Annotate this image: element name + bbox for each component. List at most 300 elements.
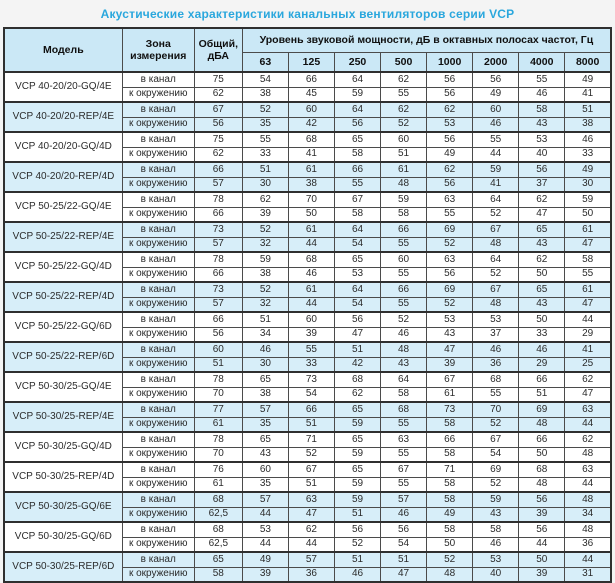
band-value-cell: 55 <box>288 342 334 357</box>
band-value-cell: 50 <box>427 537 473 552</box>
band-value-cell: 59 <box>334 447 380 462</box>
band-value-cell: 59 <box>242 252 288 267</box>
band-value-cell: 48 <box>519 477 565 492</box>
band-value-cell: 41 <box>565 87 611 102</box>
band-value-cell: 55 <box>565 267 611 282</box>
zone-cell: к окружению <box>122 477 194 492</box>
band-value-cell: 44 <box>565 417 611 432</box>
zone-cell: к окружению <box>122 537 194 552</box>
band-value-cell: 38 <box>242 267 288 282</box>
model-name-cell: VCP 40-20/20-REP/4E <box>4 102 122 132</box>
total-dba-cell: 78 <box>194 192 242 207</box>
band-value-cell: 49 <box>565 162 611 177</box>
band-value-cell: 48 <box>565 522 611 537</box>
total-dba-cell: 60 <box>194 342 242 357</box>
band-value-cell: 59 <box>381 192 427 207</box>
band-value-cell: 49 <box>427 507 473 522</box>
band-value-cell: 51 <box>288 417 334 432</box>
band-value-cell: 67 <box>334 192 380 207</box>
band-value-cell: 37 <box>473 327 519 342</box>
band-value-cell: 30 <box>242 357 288 372</box>
band-value-cell: 58 <box>427 522 473 537</box>
column-header-total-dba: Общий, дБА <box>194 28 242 72</box>
model-name-cell: VCP 50-30/25-REP/6D <box>4 552 122 582</box>
band-value-cell: 43 <box>381 357 427 372</box>
band-value-cell: 58 <box>334 147 380 162</box>
zone-cell: к окружению <box>122 507 194 522</box>
band-value-cell: 49 <box>473 87 519 102</box>
band-value-cell: 44 <box>288 237 334 252</box>
band-value-cell: 63 <box>381 432 427 447</box>
total-dba-cell: 56 <box>194 117 242 132</box>
zone-cell: к окружению <box>122 117 194 132</box>
band-value-cell: 46 <box>381 507 427 522</box>
band-value-cell: 44 <box>565 552 611 567</box>
band-value-cell: 50 <box>519 552 565 567</box>
band-value-cell: 47 <box>288 507 334 522</box>
band-value-cell: 51 <box>381 147 427 162</box>
band-value-cell: 60 <box>288 102 334 117</box>
band-value-cell: 66 <box>381 282 427 297</box>
band-value-cell: 73 <box>288 372 334 387</box>
band-value-cell: 62 <box>565 432 611 447</box>
zone-cell: к окружению <box>122 237 194 252</box>
band-value-cell: 64 <box>334 102 380 117</box>
band-value-cell: 47 <box>519 207 565 222</box>
model-name-cell: VCP 50-30/25-GQ/4E <box>4 372 122 402</box>
zone-cell: к окружению <box>122 447 194 462</box>
total-dba-cell: 66 <box>194 267 242 282</box>
band-value-cell: 44 <box>242 537 288 552</box>
zone-cell: в канал <box>122 522 194 537</box>
band-value-cell: 73 <box>427 402 473 417</box>
table-header <box>4 28 611 72</box>
total-dba-cell: 66 <box>194 162 242 177</box>
band-value-cell: 53 <box>427 117 473 132</box>
band-value-cell: 35 <box>242 117 288 132</box>
band-value-cell: 44 <box>288 537 334 552</box>
zone-cell: к окружению <box>122 207 194 222</box>
zone-cell: в канал <box>122 162 194 177</box>
zone-cell: к окружению <box>122 87 194 102</box>
band-value-cell: 43 <box>473 507 519 522</box>
zone-cell: к окружению <box>122 567 194 582</box>
band-value-cell: 70 <box>288 192 334 207</box>
band-value-cell: 51 <box>242 312 288 327</box>
band-value-cell: 44 <box>519 537 565 552</box>
band-value-cell: 53 <box>242 522 288 537</box>
band-value-cell: 53 <box>473 312 519 327</box>
band-value-cell: 56 <box>427 72 473 87</box>
table-row <box>4 162 611 177</box>
total-dba-cell: 77 <box>194 402 242 417</box>
model-name-cell: VCP 50-30/25-GQ/4D <box>4 432 122 462</box>
band-value-cell: 47 <box>381 567 427 582</box>
band-value-cell: 47 <box>427 342 473 357</box>
band-value-cell: 62 <box>381 102 427 117</box>
band-value-cell: 57 <box>288 552 334 567</box>
band-value-cell: 65 <box>334 432 380 447</box>
band-value-cell: 66 <box>288 72 334 87</box>
zone-cell: в канал <box>122 72 194 87</box>
band-value-cell: 36 <box>473 357 519 372</box>
band-value-cell: 52 <box>427 552 473 567</box>
band-value-cell: 56 <box>334 522 380 537</box>
band-value-cell: 68 <box>473 372 519 387</box>
band-value-cell: 33 <box>288 357 334 372</box>
total-dba-cell: 61 <box>194 417 242 432</box>
total-dba-cell: 73 <box>194 222 242 237</box>
band-value-cell: 46 <box>473 537 519 552</box>
band-value-cell: 54 <box>288 387 334 402</box>
table-row <box>4 522 611 537</box>
band-value-cell: 67 <box>288 462 334 477</box>
table-row <box>4 192 611 207</box>
band-value-cell: 48 <box>473 237 519 252</box>
band-value-cell: 55 <box>242 132 288 147</box>
zone-cell: в канал <box>122 102 194 117</box>
band-value-cell: 47 <box>565 387 611 402</box>
band-value-cell: 68 <box>288 252 334 267</box>
band-value-cell: 52 <box>473 477 519 492</box>
band-value-cell: 35 <box>242 417 288 432</box>
total-dba-cell: 65 <box>194 552 242 567</box>
table-row <box>4 312 611 327</box>
total-dba-cell: 70 <box>194 447 242 462</box>
band-value-cell: 39 <box>519 507 565 522</box>
zone-cell: к окружению <box>122 177 194 192</box>
table-row <box>4 342 611 357</box>
band-value-cell: 62 <box>519 192 565 207</box>
band-value-cell: 33 <box>519 327 565 342</box>
model-name-cell: VCP 50-25/22-REP/6D <box>4 342 122 372</box>
band-value-cell: 63 <box>565 462 611 477</box>
band-value-cell: 40 <box>473 567 519 582</box>
total-dba-cell: 62 <box>194 147 242 162</box>
zone-cell: в канал <box>122 222 194 237</box>
band-value-cell: 43 <box>242 447 288 462</box>
band-value-cell: 63 <box>565 402 611 417</box>
band-value-cell: 53 <box>519 132 565 147</box>
total-dba-cell: 68 <box>194 522 242 537</box>
band-value-cell: 56 <box>427 177 473 192</box>
band-value-cell: 46 <box>519 87 565 102</box>
band-value-cell: 47 <box>565 237 611 252</box>
band-value-cell: 61 <box>288 162 334 177</box>
model-name-cell: VCP 50-25/22-REP/4E <box>4 222 122 252</box>
band-value-cell: 38 <box>242 87 288 102</box>
band-value-cell: 54 <box>473 447 519 462</box>
band-value-cell: 67 <box>381 462 427 477</box>
model-name-cell: VCP 50-25/22-GQ/6D <box>4 312 122 342</box>
band-value-cell: 34 <box>242 327 288 342</box>
column-header-band-500: 500 <box>381 52 427 72</box>
band-value-cell: 62 <box>427 162 473 177</box>
band-value-cell: 56 <box>519 522 565 537</box>
band-value-cell: 55 <box>381 477 427 492</box>
total-dba-cell: 57 <box>194 297 242 312</box>
band-value-cell: 62 <box>334 387 380 402</box>
band-value-cell: 40 <box>519 147 565 162</box>
band-value-cell: 62 <box>381 72 427 87</box>
band-value-cell: 56 <box>334 312 380 327</box>
band-value-cell: 61 <box>565 282 611 297</box>
band-value-cell: 51 <box>565 102 611 117</box>
band-value-cell: 58 <box>565 252 611 267</box>
band-value-cell: 43 <box>519 117 565 132</box>
table-row <box>4 102 611 117</box>
total-dba-cell: 67 <box>194 102 242 117</box>
total-dba-cell: 57 <box>194 237 242 252</box>
band-value-cell: 67 <box>473 282 519 297</box>
band-value-cell: 61 <box>381 162 427 177</box>
model-name-cell: VCP 50-25/22-GQ/4D <box>4 252 122 282</box>
band-value-cell: 41 <box>288 147 334 162</box>
column-header-model: Модель <box>4 28 122 72</box>
band-value-cell: 60 <box>242 462 288 477</box>
band-value-cell: 46 <box>473 117 519 132</box>
band-value-cell: 53 <box>427 312 473 327</box>
band-value-cell: 39 <box>288 327 334 342</box>
band-value-cell: 51 <box>334 507 380 522</box>
band-value-cell: 45 <box>288 87 334 102</box>
band-value-cell: 49 <box>565 72 611 87</box>
band-value-cell: 51 <box>288 477 334 492</box>
band-value-cell: 55 <box>381 87 427 102</box>
band-value-cell: 56 <box>427 87 473 102</box>
band-value-cell: 69 <box>427 282 473 297</box>
model-name-cell: VCP 50-25/22-GQ/4E <box>4 192 122 222</box>
band-value-cell: 48 <box>381 177 427 192</box>
table-row <box>4 132 611 147</box>
total-dba-cell: 58 <box>194 567 242 582</box>
acoustic-characteristics-table <box>3 27 612 583</box>
band-value-cell: 51 <box>242 162 288 177</box>
band-value-cell: 48 <box>565 492 611 507</box>
band-value-cell: 66 <box>427 432 473 447</box>
band-value-cell: 61 <box>427 387 473 402</box>
band-value-cell: 64 <box>473 252 519 267</box>
band-value-cell: 55 <box>381 237 427 252</box>
band-value-cell: 38 <box>288 177 334 192</box>
table-row <box>4 402 611 417</box>
band-value-cell: 32 <box>242 237 288 252</box>
band-value-cell: 58 <box>381 387 427 402</box>
model-name-cell: VCP 50-30/25-REP/4E <box>4 402 122 432</box>
band-value-cell: 44 <box>565 477 611 492</box>
band-value-cell: 66 <box>381 222 427 237</box>
zone-cell: в канал <box>122 492 194 507</box>
band-value-cell: 53 <box>334 267 380 282</box>
band-value-cell: 58 <box>427 417 473 432</box>
band-value-cell: 63 <box>288 492 334 507</box>
band-value-cell: 59 <box>473 162 519 177</box>
band-value-cell: 58 <box>519 102 565 117</box>
band-value-cell: 58 <box>381 207 427 222</box>
band-value-cell: 65 <box>519 282 565 297</box>
band-value-cell: 57 <box>242 402 288 417</box>
band-value-cell: 49 <box>427 147 473 162</box>
band-value-cell: 68 <box>381 402 427 417</box>
band-value-cell: 50 <box>519 447 565 462</box>
band-value-cell: 52 <box>427 297 473 312</box>
total-dba-cell: 73 <box>194 282 242 297</box>
band-value-cell: 61 <box>288 222 334 237</box>
band-value-cell: 68 <box>519 462 565 477</box>
band-value-cell: 42 <box>334 357 380 372</box>
band-value-cell: 61 <box>565 222 611 237</box>
band-value-cell: 31 <box>565 567 611 582</box>
band-value-cell: 68 <box>334 372 380 387</box>
band-value-cell: 65 <box>242 372 288 387</box>
band-value-cell: 59 <box>334 492 380 507</box>
zone-cell: к окружению <box>122 327 194 342</box>
table-row <box>4 252 611 267</box>
band-value-cell: 56 <box>381 522 427 537</box>
band-value-cell: 67 <box>427 372 473 387</box>
model-name-cell: VCP 50-25/22-REP/4D <box>4 282 122 312</box>
band-value-cell: 56 <box>427 267 473 282</box>
band-value-cell: 52 <box>473 207 519 222</box>
band-value-cell: 29 <box>565 327 611 342</box>
band-value-cell: 68 <box>288 132 334 147</box>
zone-cell: в канал <box>122 402 194 417</box>
band-value-cell: 46 <box>242 342 288 357</box>
band-value-cell: 55 <box>427 207 473 222</box>
band-value-cell: 43 <box>427 327 473 342</box>
band-value-cell: 64 <box>473 192 519 207</box>
band-value-cell: 52 <box>242 102 288 117</box>
band-value-cell: 55 <box>334 177 380 192</box>
band-value-cell: 39 <box>427 357 473 372</box>
band-value-cell: 55 <box>473 132 519 147</box>
zone-cell: в канал <box>122 342 194 357</box>
column-header-band-1000: 1000 <box>427 52 473 72</box>
band-value-cell: 30 <box>242 177 288 192</box>
band-value-cell: 39 <box>242 567 288 582</box>
zone-cell: в канал <box>122 432 194 447</box>
band-value-cell: 65 <box>334 402 380 417</box>
band-value-cell: 48 <box>519 417 565 432</box>
zone-cell: к окружению <box>122 417 194 432</box>
band-value-cell: 38 <box>565 117 611 132</box>
table-row <box>4 282 611 297</box>
band-value-cell: 56 <box>519 492 565 507</box>
band-value-cell: 43 <box>519 297 565 312</box>
band-value-cell: 51 <box>334 342 380 357</box>
band-value-cell: 65 <box>242 432 288 447</box>
band-value-cell: 56 <box>427 132 473 147</box>
zone-cell: в канал <box>122 132 194 147</box>
column-header-band-125: 125 <box>288 52 334 72</box>
band-value-cell: 48 <box>473 297 519 312</box>
band-value-cell: 65 <box>334 132 380 147</box>
total-dba-cell: 62,5 <box>194 507 242 522</box>
band-value-cell: 59 <box>565 192 611 207</box>
band-value-cell: 35 <box>242 477 288 492</box>
band-value-cell: 39 <box>519 567 565 582</box>
band-value-cell: 62 <box>427 102 473 117</box>
model-name-cell: VCP 40-20/20-GQ/4D <box>4 132 122 162</box>
band-value-cell: 51 <box>334 552 380 567</box>
band-value-cell: 71 <box>427 462 473 477</box>
band-value-cell: 57 <box>381 492 427 507</box>
band-value-cell: 64 <box>334 72 380 87</box>
band-value-cell: 58 <box>473 522 519 537</box>
total-dba-cell: 75 <box>194 72 242 87</box>
total-dba-cell: 76 <box>194 462 242 477</box>
band-value-cell: 53 <box>473 552 519 567</box>
band-value-cell: 60 <box>288 312 334 327</box>
column-header-band-4000: 4000 <box>519 52 565 72</box>
band-value-cell: 52 <box>242 222 288 237</box>
band-value-cell: 62 <box>242 192 288 207</box>
model-name-cell: VCP 40-20/20-GQ/4E <box>4 72 122 102</box>
band-value-cell: 59 <box>334 477 380 492</box>
band-value-cell: 52 <box>242 282 288 297</box>
band-value-cell: 67 <box>473 432 519 447</box>
band-value-cell: 52 <box>288 447 334 462</box>
column-header-band-2000: 2000 <box>473 52 519 72</box>
band-value-cell: 71 <box>288 432 334 447</box>
band-value-cell: 54 <box>334 237 380 252</box>
band-value-cell: 50 <box>288 207 334 222</box>
band-value-cell: 43 <box>519 237 565 252</box>
zone-cell: в канал <box>122 372 194 387</box>
band-value-cell: 46 <box>334 567 380 582</box>
band-value-cell: 55 <box>381 267 427 282</box>
band-value-cell: 41 <box>565 342 611 357</box>
zone-cell: в канал <box>122 252 194 267</box>
total-dba-cell: 57 <box>194 177 242 192</box>
total-dba-cell: 62,5 <box>194 537 242 552</box>
table-row <box>4 222 611 237</box>
band-value-cell: 52 <box>381 117 427 132</box>
zone-cell: к окружению <box>122 267 194 282</box>
zone-cell: к окружению <box>122 297 194 312</box>
band-value-cell: 55 <box>473 387 519 402</box>
zone-cell: к окружению <box>122 147 194 162</box>
band-value-cell: 44 <box>565 312 611 327</box>
band-value-cell: 46 <box>473 342 519 357</box>
band-value-cell: 59 <box>334 417 380 432</box>
total-dba-cell: 62 <box>194 87 242 102</box>
band-value-cell: 64 <box>381 372 427 387</box>
band-value-cell: 55 <box>381 297 427 312</box>
column-header-band-8000: 8000 <box>565 52 611 72</box>
table-row <box>4 552 611 567</box>
band-value-cell: 50 <box>565 207 611 222</box>
band-value-cell: 56 <box>519 162 565 177</box>
band-value-cell: 41 <box>473 177 519 192</box>
band-value-cell: 42 <box>288 117 334 132</box>
column-header-band-250: 250 <box>334 52 380 72</box>
band-value-cell: 60 <box>473 102 519 117</box>
column-header-zone: Зона измерения <box>122 28 194 72</box>
band-value-cell: 50 <box>519 267 565 282</box>
band-value-cell: 36 <box>288 567 334 582</box>
band-value-cell: 65 <box>519 222 565 237</box>
band-value-cell: 59 <box>334 87 380 102</box>
band-value-cell: 52 <box>427 237 473 252</box>
band-value-cell: 51 <box>381 552 427 567</box>
band-value-cell: 66 <box>519 432 565 447</box>
page-title: Акустические характеристики канальных вентиляторов серии VCP <box>100 7 515 21</box>
band-value-cell: 51 <box>519 387 565 402</box>
band-value-cell: 65 <box>334 462 380 477</box>
band-value-cell: 48 <box>381 342 427 357</box>
table-row <box>4 432 611 447</box>
